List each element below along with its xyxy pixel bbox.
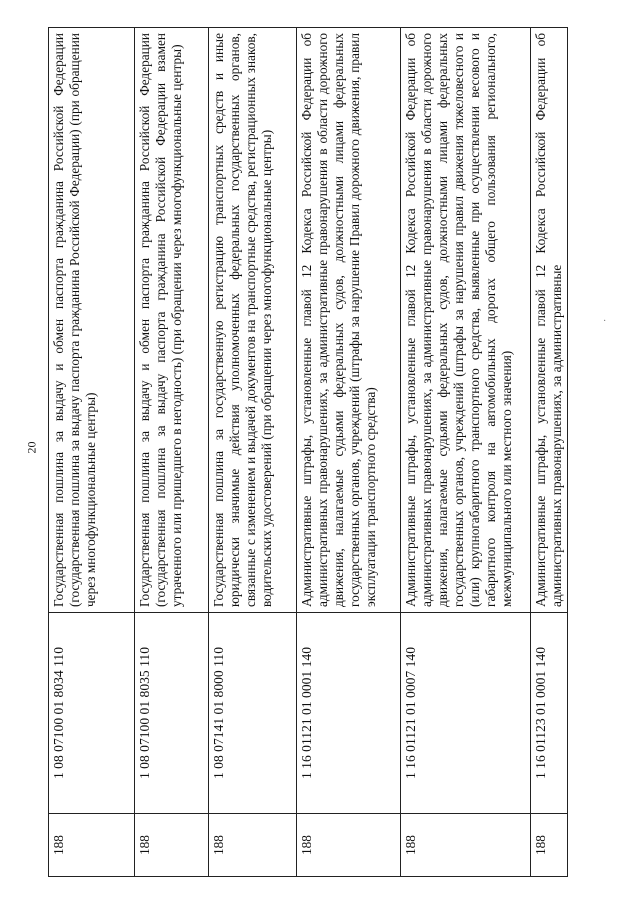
admin-code-cell: 188 bbox=[531, 814, 568, 877]
table-row bbox=[49, 28, 135, 877]
kbk-code-cell: 1 16 01121 01 0007 140 bbox=[401, 613, 531, 814]
table-row bbox=[209, 28, 297, 877]
kbk-code-cell: 1 08 07100 01 8035 110 bbox=[135, 613, 209, 814]
kbk-code-cell: 1 16 01121 01 0001 140 bbox=[297, 613, 401, 814]
kbk-code-cell: 1 08 07100 01 8034 110 bbox=[49, 613, 135, 814]
description-cell: Административные штрафы, установленные главой 12 Кодекса Российской Федерации об административных правонарушениях, за административные bbox=[531, 28, 568, 613]
description-cell: Административные штрафы, установленные главой 12 Кодекса Российской Федерации об административных правонарушениях, за административные правонарушения в области дорожного движения, налагаемые судьями федеральных судов, должностными лицами федеральных государственных органов, учреждений (штрафы за нарушения правил движения тяжеловесного и (или) крупногабаритного транспортного средства, выявленные при осуществлении весового и габаритного контроля на автомобильных дорогах общего пользования регионального, межмуниципального или местного значения) bbox=[401, 28, 531, 613]
admin-code-cell: 188 bbox=[297, 814, 401, 877]
page-number: 20 bbox=[24, 441, 39, 454]
table-row bbox=[401, 28, 531, 877]
table-row bbox=[297, 28, 401, 877]
rotated-table-container bbox=[48, 27, 564, 877]
admin-code-cell: 188 bbox=[135, 814, 209, 877]
admin-code-cell: 188 bbox=[49, 814, 135, 877]
table-row bbox=[531, 28, 568, 877]
description-cell: Административные штрафы, установленные главой 12 Кодекса Российской Федерации об административных правонарушениях, за административные правонарушения в области дорожного движения, налагаемые судьями федеральных судов, должностными лицами федеральных государственных органов, учреждений (штрафы за нарушение Правил дорожного движения, правил эксплуатации транспортного средства) bbox=[297, 28, 401, 613]
kbk-code-cell: 1 16 01123 01 0001 140 bbox=[531, 613, 568, 814]
description-cell: Государственная пошлина за выдачу и обмен паспорта гражданина Российской Федерации (государственная пошлина за выдачу паспорта гражданина Российской Федерации взамен утраченного или пришедшего в негодность) (при обращении через многофункциональные центры) bbox=[135, 28, 209, 613]
description-cell: Государственная пошлина за выдачу и обмен паспорта гражданина Российской Федерации (государственная пошлина за выдачу паспорта гражданина Российской Федерации) (при обращении через многофункциональные центры) bbox=[49, 28, 135, 613]
admin-code-cell: 188 bbox=[209, 814, 297, 877]
description-cell: Государственная пошлина за государственную регистрацию транспортных средств и иные юридически значимые действия уполномоченных федеральных государственных органов, связанные с изменением и выдачей документов на транспортные средства, регистрационных знаков, водительских удостоверений (при обращении через многофункциональные центры) bbox=[209, 28, 297, 613]
edge-mark: · bbox=[603, 316, 607, 327]
kbk-code-cell: 1 08 07141 01 8000 110 bbox=[209, 613, 297, 814]
budget-codes-table bbox=[48, 27, 568, 877]
table-row bbox=[135, 28, 209, 877]
admin-code-cell: 188 bbox=[401, 814, 531, 877]
